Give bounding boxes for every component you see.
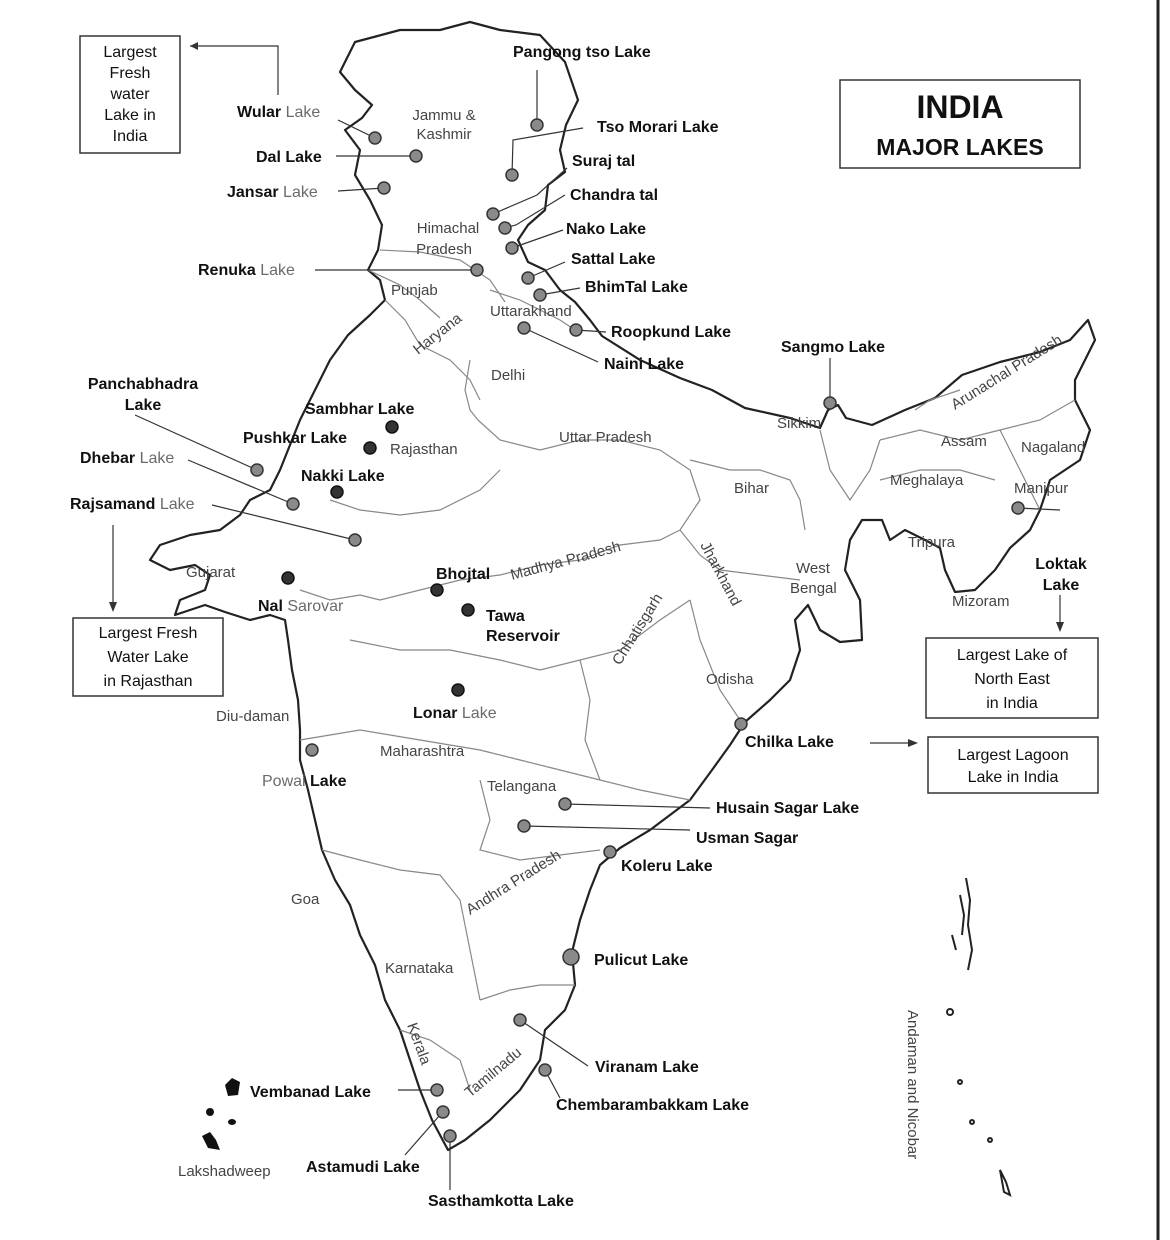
callout-northeast-line-2: North East <box>974 671 1050 688</box>
callout-wular-line-5: India <box>112 128 148 145</box>
marker-roopkund <box>570 324 582 336</box>
state-jk-1: Jammu & <box>412 107 476 124</box>
label-chilka: Chilka Lake <box>745 734 834 751</box>
marker-panchabhadra <box>251 464 263 476</box>
marker-bhimtal <box>534 289 546 301</box>
state-delhi: Delhi <box>491 367 526 384</box>
state-mizoram: Mizoram <box>952 593 1010 610</box>
marker-usmansagar <box>518 820 530 832</box>
marker-astamudi <box>437 1106 449 1118</box>
callout-northeast <box>926 595 1098 718</box>
marker-bhojtal <box>431 584 443 596</box>
label-nalsarovar: Nal Sarovar <box>258 598 344 615</box>
state-westbengal-2: Bengal <box>790 580 837 597</box>
state-arunachal: Arunachal Pradesh <box>948 331 1066 414</box>
callout-northeast-line-1: Largest Lake of <box>956 647 1068 664</box>
state-jk-2: Kashmir <box>416 126 472 143</box>
marker-powai <box>306 744 318 756</box>
state-telangana: Telangana <box>487 778 557 795</box>
callout-wular-line-2: Fresh <box>109 65 151 82</box>
andaman-nicobar-islands <box>947 878 1010 1195</box>
label-naini: Naini Lake <box>604 356 685 373</box>
callout-northeast-line-3: in India <box>986 695 1038 712</box>
label-roopkund: Roopkund Lake <box>611 324 732 341</box>
state-up: Uttar Pradesh <box>559 429 652 446</box>
title-line2: MAJOR LAKES <box>876 134 1044 160</box>
label-husainsagar: Husain Sagar Lake <box>716 800 860 817</box>
marker-nalsarovar <box>282 572 294 584</box>
marker-vembanad <box>431 1084 443 1096</box>
state-gujarat: Gujarat <box>186 564 236 581</box>
label-suraj: Suraj tal <box>572 153 636 170</box>
callout-lagoon-line-1: Largest Lagoon <box>957 747 1069 764</box>
label-pushkar: Pushkar Lake <box>243 430 348 447</box>
label-astamudi: Astamudi Lake <box>306 1159 420 1176</box>
label-loktak-1: Loktak <box>1035 556 1087 573</box>
callout-rajasthan-line-1: Largest Fresh <box>98 625 198 642</box>
state-assam: Assam <box>941 433 987 450</box>
marker-husainsagar <box>559 798 571 810</box>
state-karnataka: Karnataka <box>385 960 454 977</box>
label-lonar: Lonar Lake <box>413 705 497 722</box>
marker-koleru <box>604 846 616 858</box>
marker-naini <box>518 322 530 334</box>
label-nakki: Nakki Lake <box>301 468 385 485</box>
state-himachal-2: Pradesh <box>416 241 472 258</box>
label-jansar: Jansar Lake <box>227 184 318 201</box>
label-vembanad: Vembanad Lake <box>250 1084 371 1101</box>
state-meghalaya: Meghalaya <box>890 472 964 489</box>
marker-sangmo <box>824 397 836 409</box>
marker-chembarambakkam <box>539 1064 551 1076</box>
label-bhimtal: BhimTal Lake <box>585 279 688 296</box>
marker-dal <box>410 150 422 162</box>
state-manipur: Manipur <box>1014 480 1069 497</box>
marker-sasthamkotta <box>444 1130 456 1142</box>
label-wular: Wular Lake <box>237 104 321 121</box>
label-viranam: Viranam Lake <box>595 1059 699 1076</box>
label-dal: Dal Lake <box>256 149 322 166</box>
label-sangmo: Sangmo Lake <box>781 339 886 356</box>
label-panchabhadra-2: Lake <box>124 397 162 414</box>
label-sattal: Sattal Lake <box>571 251 656 268</box>
marker-loktak <box>1012 502 1024 514</box>
marker-rajsamand <box>349 534 361 546</box>
label-pangong: Pangong tso Lake <box>513 44 651 61</box>
label-loktak-2: Lake <box>1042 577 1080 594</box>
label-rajsamand: Rajsamand Lake <box>70 496 195 513</box>
state-himachal-1: Himachal <box>416 220 480 237</box>
marker-viranam <box>514 1014 526 1026</box>
callout-rajasthan-line-3: in Rajasthan <box>103 673 193 690</box>
state-maharashtra: Maharashtra <box>380 743 465 760</box>
label-dhebar: Dhebar Lake <box>80 450 175 467</box>
callout-rajasthan-line-2: Water Lake <box>107 649 189 666</box>
label-tsomorari: Tso Morari Lake <box>597 119 719 136</box>
state-uttarakhand: Uttarakhand <box>490 303 572 320</box>
marker-nako <box>506 242 518 254</box>
state-punjab: Punjab <box>391 282 438 299</box>
state-tripura: Tripura <box>908 534 955 551</box>
marker-pulicut <box>563 949 579 965</box>
label-koleru: Koleru Lake <box>621 858 713 875</box>
marker-pangong <box>531 119 543 131</box>
callout-rajasthan <box>73 525 223 696</box>
callout-wular-line-4: Lake in <box>104 107 156 124</box>
state-westbengal-1: West <box>796 560 830 577</box>
title-line1: INDIA <box>916 89 1004 125</box>
state-lakshadweep: Lakshadweep <box>178 1163 271 1180</box>
marker-pushkar <box>364 442 376 454</box>
marker-sattal <box>522 272 534 284</box>
callout-wular <box>80 36 278 153</box>
label-pulicut: Pulicut Lake <box>594 952 689 969</box>
label-panchabhadra-1: Panchabhadra <box>87 376 199 393</box>
state-bihar: Bihar <box>734 480 770 497</box>
state-ap: Andhra Pradesh <box>463 846 565 919</box>
state-jharkhand: Jharkhand <box>696 538 745 609</box>
marker-suraj <box>487 208 499 220</box>
callout-lagoon-line-2: Lake in India <box>967 769 1059 786</box>
marker-lonar <box>452 684 464 696</box>
marker-dhebar <box>287 498 299 510</box>
callout-lagoon <box>870 737 1098 793</box>
marker-tawa <box>462 604 474 616</box>
label-chandra: Chandra tal <box>570 187 659 204</box>
marker-sambhar <box>386 421 398 433</box>
marker-chilka <box>735 718 747 730</box>
label-chembarambakkam: Chembarambakkam Lake <box>556 1097 749 1114</box>
state-andaman: Andaman and Nicobar <box>904 1010 921 1160</box>
marker-renuka <box>471 264 483 276</box>
marker-jansar <box>378 182 390 194</box>
state-kerala: Kerala <box>403 1020 435 1068</box>
label-powai: Powai Lake <box>262 773 347 790</box>
state-rajasthan: Rajasthan <box>390 441 458 458</box>
lakshadweep-islands <box>202 1078 240 1150</box>
state-sikkim: Sikkim <box>777 415 822 432</box>
state-nagaland: Nagaland <box>1021 439 1086 456</box>
label-sambhar: Sambhar Lake <box>305 401 415 418</box>
callout-wular-line-1: Largest <box>103 44 157 61</box>
state-haryana: Haryana <box>409 309 466 359</box>
marker-chandra <box>499 222 511 234</box>
state-tamilnadu: Tamilnadu <box>461 1044 525 1102</box>
state-mp: Madhya Pradesh <box>508 538 623 584</box>
label-sasthamkotta: Sasthamkotta Lake <box>428 1193 574 1210</box>
label-usmansagar: Usman Sagar <box>696 830 799 847</box>
callout-wular-line-3: water <box>110 86 150 103</box>
state-chhattisgarh: Chhatisgarh <box>608 590 667 669</box>
marker-tsomorari <box>506 169 518 181</box>
label-tawa-1: Tawa <box>486 608 525 625</box>
label-tawa-2: Reservoir <box>486 628 560 645</box>
label-renuka: Renuka Lake <box>198 262 295 279</box>
state-odisha: Odisha <box>706 671 754 688</box>
state-diudaman: Diu-daman <box>216 708 290 725</box>
label-bhojtal: Bhojtal <box>436 566 491 583</box>
state-goa: Goa <box>291 891 320 908</box>
marker-wular <box>369 132 381 144</box>
marker-nakki <box>331 486 343 498</box>
label-nako: Nako Lake <box>566 221 647 238</box>
